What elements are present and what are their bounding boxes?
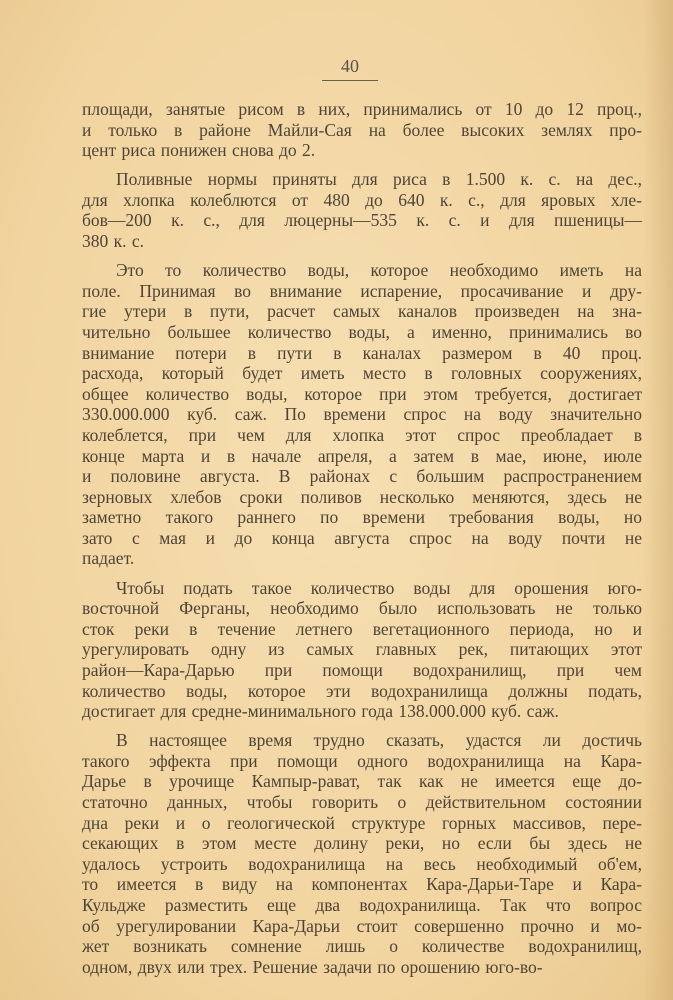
text-line: площади, занятые рисом в них, принимались от 10 до 12 проц., [82,99,642,119]
text-line: конце марта и в начале апреля, а затем в мае, июне, июле [82,445,642,466]
text-line: жет возникать сомнение лишь о количестве водохранилищ, [82,936,642,957]
text-line: и половине августа. В районах с большим распространением [82,466,642,487]
text-line: об урегулировании Кара-Дарьи стоит совершенно прочно и мо- [82,915,642,936]
text-line: количество воды, которое эти водохранилища должны подать, [82,680,642,701]
text-line: Кульдже разместить еще два водохранилища. Так что вопрос [82,894,642,915]
text-line: чительно большее количество воды, а именно, принимались во [82,321,642,342]
text-line: общее количество воды, которое при этом требуется, достигает [82,383,642,404]
text-line: одном, двух или трех. Решение задачи по орошению юго-во- [82,956,543,977]
text-line: статочно данных, чтобы говорить о действительном состоянии [82,792,642,812]
text-line: дна реки и о геологической структуре горных массивов, пере- [82,812,642,833]
text-line: поле. Принимая во внимание испарение, просачивание и дру- [82,280,642,301]
text-line: заметно такого раннего по времени требования воды, но [82,507,642,528]
text-line: для хлопка колеблются от 480 до 640 к. с., для яровых хле- [82,189,642,210]
text-line: Поливные нормы приняты для риса в 1.500 к. с. на дес., [116,169,642,190]
text-line: достигает для средне-минимального года 138.000.000 куб. саж. [82,701,559,722]
text-line: Это то количество воды, которое необходимо иметь на [116,260,642,281]
page-edge-shadow [643,0,673,1000]
text-line: зато с мая и до конца августа спрос на воду почти не [82,527,642,548]
text-line: секающих в этом месте долину реки, но если бы здесь не [82,833,642,854]
text-line: такого эффекта при помощи одного водохранилища на Кара- [82,750,642,771]
page-number-rule [322,80,378,81]
paragraph [82,578,642,722]
text-line: и только в районе Майли-Сая на более высоких землях про- [82,119,642,140]
text-line: то имеется в виду на компонентах Кара-Дарьи-Таре и Кара- [82,874,642,895]
paragraph [82,260,642,569]
text-line: сток реки в течение летнего вегетационного периода, но и [82,618,642,639]
text-line: Чтобы подать такое количество воды для орошения юго- [116,577,642,598]
text-line: удалось устроить водохранилища на весь необходимый об'ем, [82,853,642,874]
text-line: зерновых хлебов сроки поливов несколько меняются, здесь не [82,486,642,507]
page-number: 40 [341,56,359,76]
paragraph [82,99,642,161]
text-line: внимание потери в пути в каналах размером в 40 проц. [82,342,642,363]
text-line: В настоящее время трудно сказать, удастся ли достичь [116,730,642,751]
text-line: колеблется, при чем для хлопка этот спрос преобладает в [82,424,642,445]
text-line: цент риса понижен снова до 2. [82,140,316,161]
paragraph [82,169,642,251]
text-line: 380 к. с. [82,231,145,252]
body-text [82,99,642,986]
text-line: Дарье в урочище Кампыр-рават, так как не имеется еще до- [82,771,642,792]
text-line: урегулировать одну из самых главных рек, питающих этот [82,639,642,660]
text-line: гие утери в пути, расчет самых каналов произведен на зна- [82,301,642,322]
paragraph [82,730,642,977]
text-line: расхода, который будет иметь место в головных сооружениях, [82,363,642,384]
text-line: падает. [82,548,135,569]
text-line: район—Кара-Дарью при помощи водохранилищ, при чем [82,659,642,680]
text-line: бов—200 к. с., для люцерны—535 к. с. и для пшеницы— [82,210,642,231]
text-line: 330.000.000 куб. саж. По времени спрос на воду значительно [82,404,642,425]
text-line: восточной Ферганы, необходимо было использовать не только [82,598,642,619]
